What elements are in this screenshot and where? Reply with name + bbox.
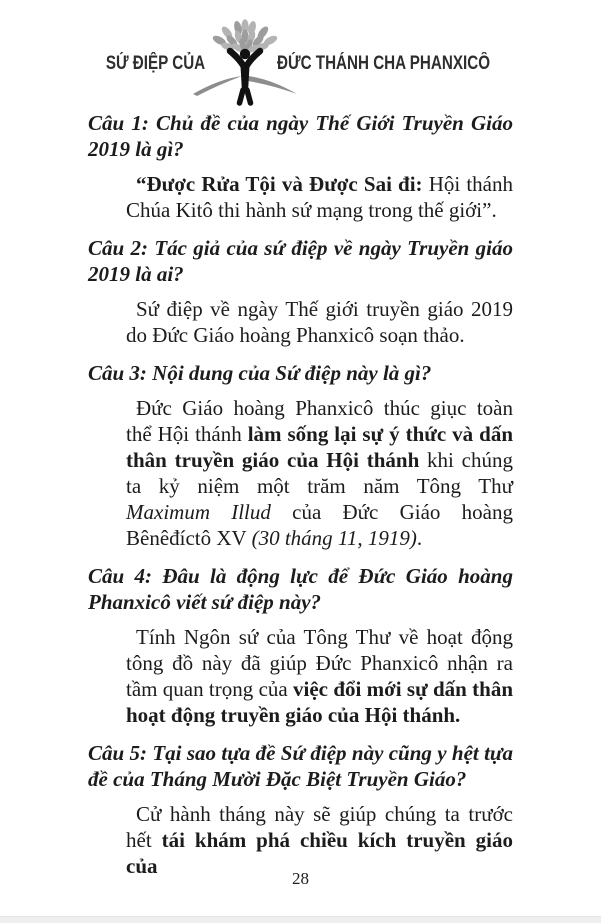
answer-text-run: Tính Ngôn sứ của Tông Thư về hoạt động tông đồ này đã giúp Đức Phanxicô nhận ra tầm quan trọng của <box>126 625 513 701</box>
question-title: Câu 3: Nội dung của Sứ điệp này là gì? <box>88 361 432 385</box>
page-number: 28 <box>292 869 309 888</box>
question-title: Câu 5: Tại sao tựa đề Sứ điệp này cũng y hệt tựa đề của Tháng Mười Đặc Biệt Truyền Giáo? <box>88 741 513 791</box>
answer-text-run: khi chúng ta kỷ niệm một trăm năm Tông Thư <box>126 448 513 498</box>
logo-person-figure <box>230 49 260 103</box>
answer-text-run: Hội thánh Chúa Kitô thi hành sứ mạng trong thế giới”. <box>126 172 514 222</box>
answer-bold-run: “Được Rửa Tội và Được Sai đi: <box>136 172 423 196</box>
answer-paragraph <box>88 624 513 728</box>
answer-paragraph <box>88 395 513 551</box>
answer-italic-run: (30 tháng 11, 1919) <box>251 526 417 550</box>
qa-block-3 <box>88 360 513 551</box>
answer-italic-run: Maximum Illud <box>126 500 271 524</box>
qa-block-2 <box>88 235 513 348</box>
question-title: Câu 1: Chủ đề của ngày Thế Giới Truyền Giáo 2019 là gì? <box>88 111 513 161</box>
answer-text-run: Sứ điệp về ngày Thế giới truyền giáo 2019 do Đức Giáo hoàng Phanxicô soạn thảo. <box>126 297 513 347</box>
qa-block-4 <box>88 563 513 728</box>
qa-block-1 <box>88 110 513 223</box>
answer-bold-run: làm sống lại sự ý thức và dấn thân truyền giáo của Hội thánh <box>126 422 514 472</box>
header-right-title: ĐỨC THÁNH CHA PHANXICÔ <box>277 53 491 74</box>
header-left-title: SỨ ĐIỆP CỦA <box>105 53 205 74</box>
answer-bold-run: việc đổi mới sự dấn thân hoạt động truyền giáo của Hội thánh. <box>126 677 514 727</box>
page-header <box>0 0 601 112</box>
question-title: Câu 4: Đâu là động lực để Đức Giáo hoàng Phanxicô viết sứ điệp này? <box>88 564 513 614</box>
qa-block-5 <box>88 740 513 879</box>
question-title: Câu 2: Tác giả của sứ điệp về ngày Truyền giáo 2019 là ai? <box>88 236 513 286</box>
qa-content <box>88 110 513 879</box>
answer-bold-run: tái khám phá chiều kích truyền giáo của <box>126 828 514 878</box>
answer-text-run: Cử hành tháng này sẽ giúp chúng ta trước hết <box>126 802 513 852</box>
viewport-bottom-strip <box>0 916 601 923</box>
answer-paragraph <box>88 171 513 223</box>
answer-text-run: . <box>416 526 423 550</box>
answer-paragraph <box>88 801 513 879</box>
answer-text-run: Đức Giáo hoàng Phanxicô thúc giục toàn thể Hội thánh <box>126 396 513 446</box>
answer-paragraph <box>88 296 513 348</box>
answer-text-run: của Đức Giáo hoàng Bênêđíctô XV <box>126 500 513 550</box>
